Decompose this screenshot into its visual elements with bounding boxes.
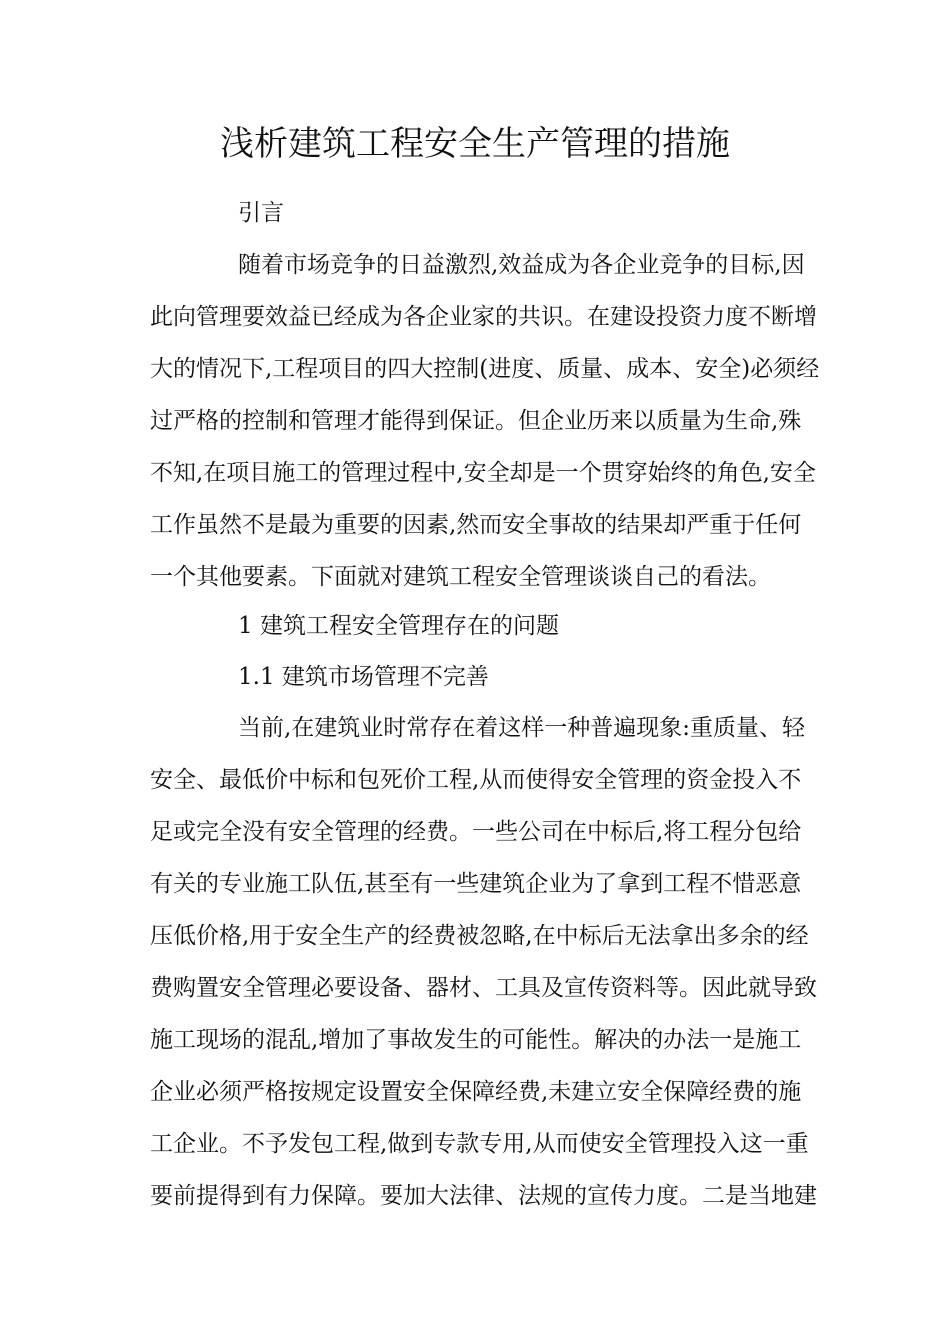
paragraph2-line: 有关的专业施工队伍,甚至有一些建筑企业为了拿到工程不惜恶意 bbox=[150, 871, 802, 897]
paragraph2-line: 施工现场的混乱,增加了事故发生的可能性。解决的办法一是施工 bbox=[150, 1027, 802, 1053]
paragraph2-line: 工企业。不予发包工程,做到专款专用,从而使安全管理投入这一重 bbox=[150, 1131, 809, 1157]
intro-heading: 引言 bbox=[238, 200, 284, 226]
section-heading: 1 建筑工程安全管理存在的问题 bbox=[238, 613, 559, 639]
paragraph1-line: 不知,在项目施工的管理过程中,安全却是一个贯穿始终的角色,安全 bbox=[150, 460, 816, 486]
paragraph2-line: 企业必须严格按规定设置安全保障经费,未建立安全保障经费的施 bbox=[150, 1079, 802, 1105]
paragraph1-line: 一个其他要素。下面就对建筑工程安全管理谈谈自己的看法。 bbox=[150, 564, 771, 590]
paragraph2-line: 要前提得到有力保障。要加大法律、法规的宣传力度。二是当地建 bbox=[150, 1183, 817, 1209]
paragraph2-line: 压低价格,用于安全生产的经费被忽略,在中标后无法拿出多余的经 bbox=[150, 923, 809, 949]
paragraph1-line: 随着市场竞争的日益激烈,效益成为各企业竞争的目标,因 bbox=[238, 252, 805, 278]
subsection-heading: 1.1 建筑市场管理不完善 bbox=[238, 664, 489, 690]
paragraph2-line: 当前,在建筑业时常存在着这样一种普遍现象:重质量、轻 bbox=[238, 715, 806, 741]
paragraph2-line: 费购置安全管理必要设备、器材、工具及宣传资料等。因此就导致 bbox=[150, 975, 817, 1001]
paragraph1-line: 过严格的控制和管理才能得到保证。但企业历来以质量为生命,殊 bbox=[150, 408, 802, 434]
paragraph1-line: 此向管理要效益已经成为各企业家的共识。在建设投资力度不断增 bbox=[150, 304, 817, 330]
paragraph2-line: 足或完全没有安全管理的经费。一些公司在中标后,将工程分包给 bbox=[150, 819, 802, 845]
document-title: 浅析建筑工程安全生产管理的措施 bbox=[220, 124, 730, 164]
paragraph1-line: 工作虽然不是最为重要的因素,然而安全事故的结果却严重于任何 bbox=[150, 512, 802, 538]
paragraph1-line: 大的情况下,工程项目的四大控制(进度、质量、成本、安全)必须经 bbox=[150, 356, 820, 382]
paragraph2-line: 安全、最低价中标和包死价工程,从而使得安全管理的资金投入不 bbox=[150, 767, 802, 793]
